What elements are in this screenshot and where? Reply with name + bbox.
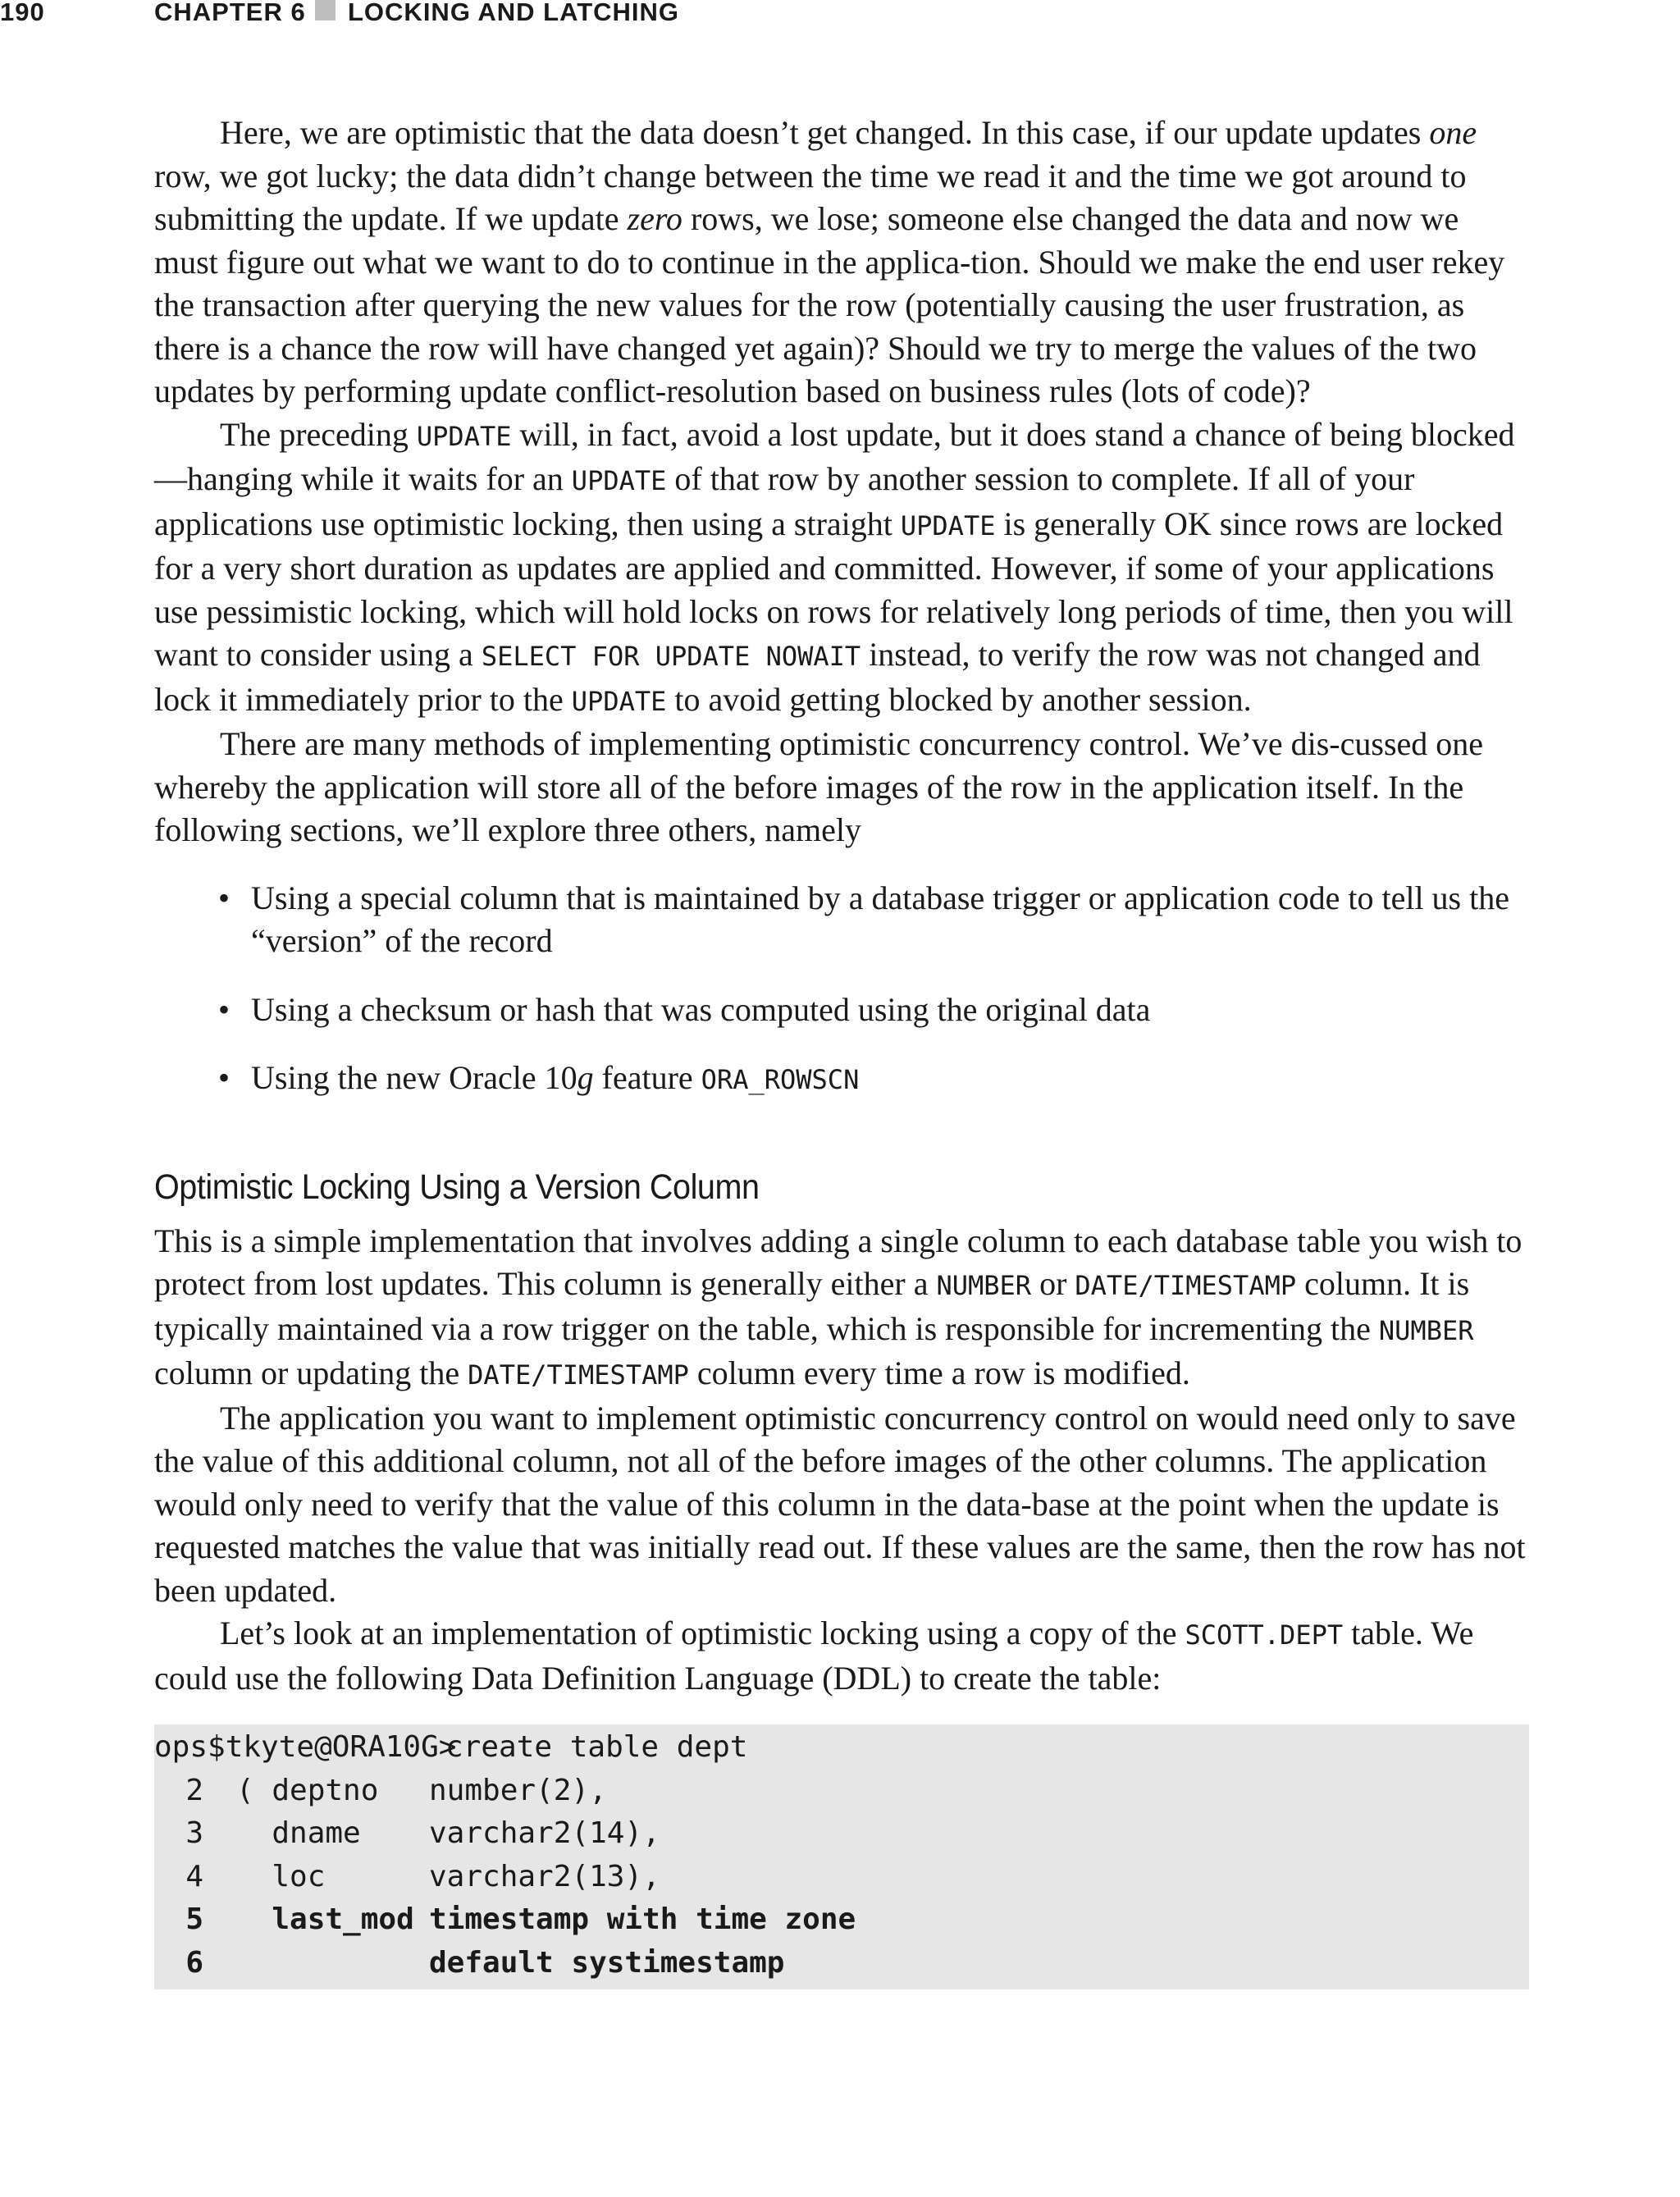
code-line-number: 2 [185, 1773, 203, 1807]
bullet-item-2 [218, 989, 1529, 1032]
para6-text-a: Let’s look at an implementation of optimistic locking using a copy of the [220, 1615, 1185, 1651]
para4-text-a: This is a simple implementation that involves adding a single column to each database table you wish to protect from lost updates. This column is generally either a [154, 1222, 1522, 1302]
para6-code-scott-dept: SCOTT.DEPT [1185, 1619, 1344, 1651]
paragraph-4 [154, 1220, 1529, 1397]
code-column-name: last_mod [236, 1902, 414, 1936]
page-number: 190 [0, 0, 45, 26]
paragraph-2 [154, 413, 1529, 724]
para1-text-a: Here, we are optimistic that the data doesn’t get changed. In this case, if our update updates [220, 114, 1430, 151]
header-square-icon [315, 0, 336, 21]
paragraph-5: The application you want to implement optimistic concurrency control on would need only to save the value of this additional column, not all of the before images of the other columns. The application would only need to verify that the value of this column in the data-base at the point when the update is requested matches the value that was initially read out. If these values are the same, then the row has not been updated. [154, 1399, 1526, 1609]
paragraph-1 [154, 112, 1529, 413]
bullet-item-3-text-a: Using the new Oracle 10 [251, 1059, 578, 1096]
para1-text-b: row, we got lucky; the data didn’t change between the time we read it and the time we got around to submitting the update. If we update [154, 157, 1467, 237]
code-prompt: ops$tkyte@ORA10G> [154, 1730, 457, 1764]
chapter-label: CHAPTER 6 [154, 0, 306, 26]
bullet-item-2-text: Using a checksum or hash that was computed using the original data [251, 990, 1151, 1028]
code-column-name: dname [236, 1816, 361, 1850]
code-column-type: timestamp with time zone [429, 1902, 856, 1936]
para2-text-f: to avoid getting blocked by another session. [666, 680, 1252, 718]
code-line-1 [154, 1726, 1529, 1770]
para4-text-e: column every time a row is modified. [688, 1354, 1190, 1391]
code-column-type: varchar2(13), [429, 1859, 660, 1893]
code-line-1-text: create table dept [445, 1730, 748, 1764]
para2-code-update-5: UPDATE [571, 685, 667, 717]
code-column-name: ( deptno [236, 1773, 379, 1807]
bullet-item-1 [218, 877, 1529, 963]
code-column-name: loc [236, 1859, 326, 1893]
para4-code-number-1: NUMBER [936, 1270, 1032, 1301]
bullet-icon: • [218, 990, 231, 1028]
code-line-2 [154, 1770, 1529, 1813]
code-column-type: default systimestamp [429, 1945, 785, 1980]
page-body [154, 112, 1529, 1989]
paragraph-3: There are many methods of implementing optimistic concurrency control. We’ve dis-cussed one whereby the application will store all of the before images of the row in the application itself. In the following sections, we’ll explore three others, namely [154, 725, 1484, 848]
para1-text-c: rows, we lose; someone else changed the data and now we must figure out what we want to do to continue in the applica-tion. Should we make the end user rekey the transaction after querying the new values for the row (potentially causing the user frustration, as there is a chance the row will have changed yet again)? Should we try to merge the values of the two updates by performing update conflict-resolution based on business rules (lots of code)? [154, 200, 1505, 409]
para1-em-zero: zero [627, 200, 682, 237]
para4-text-b: or [1031, 1265, 1075, 1302]
para2-text-d: is generally OK since rows are locked for a very short duration as updates are applied and committed. However, if some of your applications use pessimistic locking, which will hold locks on rows for relatively long periods of time, then you will want to consider using a [154, 505, 1513, 673]
para6-text-b: table. We could use the following Data Definition Language (DDL) to create the table: [154, 1615, 1474, 1697]
para2-code-update-2: UPDATE [571, 465, 667, 496]
para4-code-number-2: NUMBER [1378, 1314, 1474, 1346]
para2-code-select-for-update: SELECT FOR UPDATE NOWAIT [481, 641, 861, 672]
para2-text-b: will, in fact, avoid a lost update, but it does stand a chance of being blocked—hanging while it waits for an [154, 415, 1515, 497]
bullet-item-3-text-b: feature [593, 1059, 701, 1096]
code-line-number: 5 [185, 1902, 203, 1936]
para2-text-c: of that row by another session to complete. If all of your applications use optimistic locking, then using a straight [154, 460, 1415, 542]
code-line-number: 6 [185, 1945, 203, 1980]
para1-em-one: one [1429, 114, 1477, 151]
para4-text-d: column or updating the [154, 1354, 468, 1391]
code-line-5 [154, 1898, 1529, 1942]
bullet-item-1-text: Using a special column that is maintained by a database trigger or application code to tell us the “version” of the record [251, 879, 1509, 959]
bullet-icon: • [218, 1059, 231, 1096]
para2-code-update-3: UPDATE [900, 509, 996, 541]
code-line-4 [154, 1856, 1529, 1899]
code-block [154, 1724, 1529, 1989]
code-column-name [203, 1942, 429, 1985]
code-line-number: 3 [185, 1816, 203, 1850]
code-line-number: 4 [185, 1859, 203, 1893]
para4-code-date-timestamp-2: DATE/TIMESTAMP [468, 1359, 689, 1391]
running-header [0, 0, 1680, 30]
bullet-icon: • [218, 879, 231, 916]
para4-code-date-timestamp-1: DATE/TIMESTAMP [1075, 1270, 1297, 1301]
bullet-item-3-em: g [577, 1059, 594, 1096]
code-line-6 [154, 1942, 1529, 1985]
bullet-item-3-code: ORA_ROWSCN [701, 1064, 860, 1095]
bullet-list [154, 877, 1529, 1102]
section-heading: Optimistic Locking Using a Version Column [154, 1167, 760, 1207]
para2-text-a: The preceding [220, 415, 417, 453]
para4-text-c: column. It is typically maintained via a row trigger on the table, which is responsible for incrementing the [154, 1265, 1470, 1347]
para2-text-e: instead, to verify the row was not changed and lock it immediately prior to the [154, 636, 1481, 718]
para2-code-update-1: UPDATE [416, 420, 512, 452]
paragraph-6 [154, 1612, 1529, 1700]
code-line-3 [154, 1812, 1529, 1856]
bullet-item-3 [218, 1057, 1529, 1102]
code-column-type: number(2), [429, 1773, 607, 1807]
chapter-title: LOCKING AND LATCHING [348, 0, 680, 26]
code-column-type: varchar2(14), [429, 1816, 660, 1850]
